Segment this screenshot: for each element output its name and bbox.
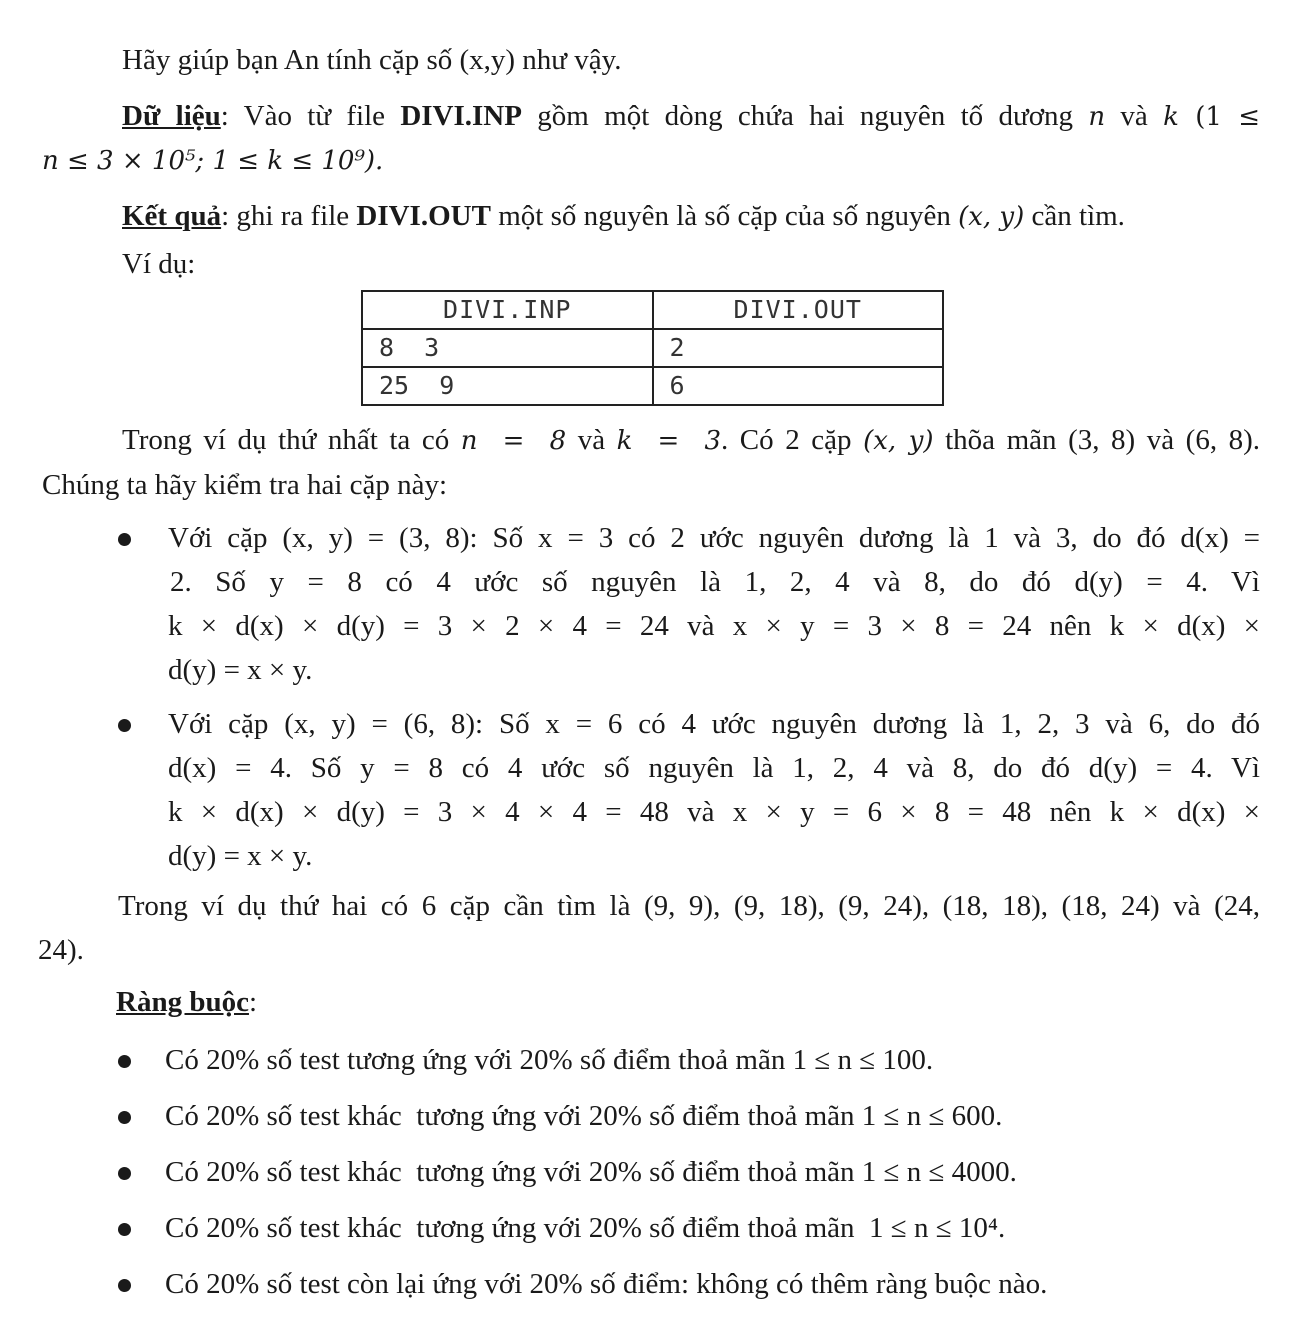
bullet-dot xyxy=(118,1223,131,1236)
bullet-dot xyxy=(118,1279,131,1292)
bullet-dot xyxy=(118,1055,131,1068)
table-cell: 2 xyxy=(653,329,944,367)
example-table xyxy=(361,290,944,406)
table-header-input: DIVI.INP xyxy=(362,291,653,329)
output-spec: Kết quả: ghi ra file DIVI.OUT một số nguyên là số cặp của số nguyên (x, y) cần tìm. xyxy=(122,200,1125,232)
input-spec: Dữ liệu: Vào từ file DIVI.INP gồm một dòng chứa hai nguyên tố dương n và k (1 ≤ n ≤ 3 × 10⁵; 1 ≤ k ≤ 10⁹). xyxy=(42,94,1260,183)
bullet-dot xyxy=(118,1167,131,1180)
input-spec-label: Dữ liệu xyxy=(122,100,221,132)
explanation-first: Trong ví dụ thứ nhất ta có n = 8 và k = 3. Có 2 cặp (x, y) thõa mãn (3, 8) và (6, 8). Chúng ta hãy kiểm tra hai cặp này: xyxy=(42,424,1261,501)
output-spec-label: Kết quả xyxy=(122,200,222,232)
table-row xyxy=(362,329,943,367)
constraints-heading: Ràng buộc: xyxy=(116,986,258,1018)
table-header-output: DIVI.OUT xyxy=(653,291,944,329)
bullet-dot xyxy=(118,1111,131,1124)
explanation-second: Trong ví dụ thứ hai có 6 cặp cần tìm là (9, 9), (9, 18), (9, 24), (18, 18), (18, 24) và (24, 24). xyxy=(38,890,1260,966)
output-file-name: DIVI.OUT xyxy=(356,200,491,232)
bullet-dot xyxy=(118,719,131,732)
table-cell: 8 3 xyxy=(362,329,653,367)
example-label: Ví dụ: xyxy=(122,248,196,280)
table-cell: 6 xyxy=(653,367,944,405)
bullet-dot xyxy=(118,533,131,546)
table-row xyxy=(362,367,943,405)
input-constraint: n ≤ 3 × 10⁵; 1 ≤ k ≤ 10⁹). xyxy=(42,146,384,176)
table-header-row xyxy=(362,291,943,329)
table-cell: 25 9 xyxy=(362,367,653,405)
intro-text: Hãy giúp bạn An tính cặp số (x,y) như vậy. xyxy=(122,44,622,76)
document-page: Hãy giúp bạn An tính cặp số (x,y) như vậy. Dữ liệu: Vào từ file DIVI.INP gồm một dòng chứa hai nguyên tố dương n và k (1 ≤ n ≤ 3 × 10⁵; 1 ≤ k ≤ 10⁹). Kết quả: ghi ra file DIVI.OUT một số nguyên là số cặp của số nguyên (x, y) cần tìm. Ví dụ: DIVI.INP DIVI.OUT 8 3 2 25 9 6 Trong ví dụ thứ nhất ta có n = 8 và k = 3. Có 2 cặp (x, y) thõa mãn (3, 8) và (6, 8). Chúng ta hãy kiểm tra hai cặp này: Với cặp (x, y) = (3, 8): Số x = 3 có 2 ước nguyên dương là 1 và 3, do đó d(x) = 2. Số y = 8 có 4 ước số nguyên là 1, 2, 4 và 8, do đó d(y) = 4. Vì k × d(x) × d(y) = 3 × 2 × 4 = 24 và x × y = 3 × 8 = 24 nên k × d(x) × d(y) = x × y. Với cặp (x, y) = (6, 8): Số x = 6 có 4 ước nguyên dương là 1, 2, 3 và 6, do đó d(x) = 4. Số y = 8 có 4 ước số nguyên là 1, 2, 4 và 8, do đó d(y) = 4. Vì k × d(x) × d(y) = 3 × 4 × 4 = 48 và x × y = 6 × 8 = 48 nên k × d(x) × d(y) = x × y. Trong ví dụ thứ hai có 6 cặp cần tìm là (9, 9), (9, 18), (9, 24), (18, 18), (18, 24) và (24, 24). Ràng buộc: Có 20% số test tương ứng với 20% số điểm thoả mãn 1 ≤ n ≤ 100. Có 20% số test khác tương ứng với 20% số điểm thoả mãn 1 ≤ n ≤ 600. Có 20% số test khác tương ứng với 20% số điểm thoả mãn 1 ≤ n ≤ 4000. Có 20% số test khác tương ứng với 20% số điểm thoả mãn 1 ≤ n ≤ 10⁴. Có 20% số test còn lại ứng với 20% số điểm: không có thêm ràng buộc nào. xyxy=(0,0,1300,1319)
input-file-name: DIVI.INP xyxy=(400,100,522,132)
